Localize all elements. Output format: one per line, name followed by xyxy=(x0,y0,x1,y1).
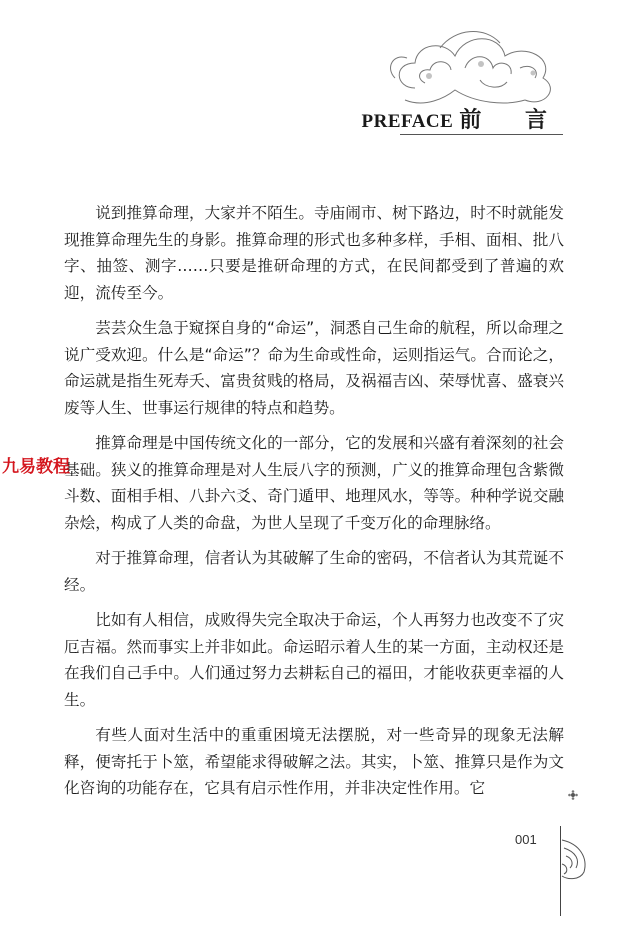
paragraph: 推算命理是中国传统文化的一部分，它的发展和兴盛有着深刻的社会基础。狭义的推算命理是对人生辰八字的预测，广义的推算命理包含紫微斗数、面相手相、八卦六爻、奇门遁甲、地理风水，等等。种种学说交融杂烩，构成了人类的命盘，为世人呈现了千变万化的命理脉络。 xyxy=(64,434,564,532)
page-title xyxy=(362,103,565,134)
corner-ornament-icon xyxy=(560,838,590,882)
flower-mark-icon xyxy=(568,790,578,800)
title-english: PREFACE xyxy=(361,111,454,132)
paragraph: 比如有人相信，成败得失完全取决于命运，个人再努力也改变不了灾厄吉福。然而事实上并非如此。命运昭示着人生的某一方面，主动权还是在我们自己手中。人们通过努力去耕耘自己的福田，才能收获更幸福的人生。 xyxy=(64,611,564,709)
preface-body xyxy=(64,200,564,811)
title-divider xyxy=(400,134,563,135)
paragraph: 有些人面对生活中的重重困境无法摆脱，对一些奇异的现象无法解释，便寄托于卜筮，希望能求得破解之法。其实，卜筮、推算只是作为文化咨询的功能存在，它具有启示性作用，并非决定性作用。它 xyxy=(64,726,564,797)
paragraph: 说到推算命理，大家并不陌生。寺庙闹市、树下路边，时不时就能发现推算命理先生的身影。推算命理的形式也多种多样，手相、面相、批八字、抽签、测字……只要是推研命理的方式，在民间都受到了普遍的欢迎，流传至今。 xyxy=(64,204,564,302)
page-number: 001 xyxy=(515,832,537,847)
paragraph: 对于推算命理，信者认为其破解了生命的密码，不信者认为其荒诞不经。 xyxy=(64,549,564,594)
cloud-ornament-icon xyxy=(385,18,565,113)
title-chinese: 前 言 xyxy=(459,108,565,133)
paragraph: 芸芸众生急于窥探自身的“命运”，洞悉自己生命的航程，所以命理之说广受欢迎。什么是“命运”？命为生命或性命，运则指运气。合而论之，命运就是指生死寿夭、富贵贫贱的格局，及祸福吉凶、荣辱忧喜、盛衰兴废等人生、世事运行规律的特点和趋势。 xyxy=(64,319,564,417)
watermark: 九易教程 xyxy=(2,457,70,477)
